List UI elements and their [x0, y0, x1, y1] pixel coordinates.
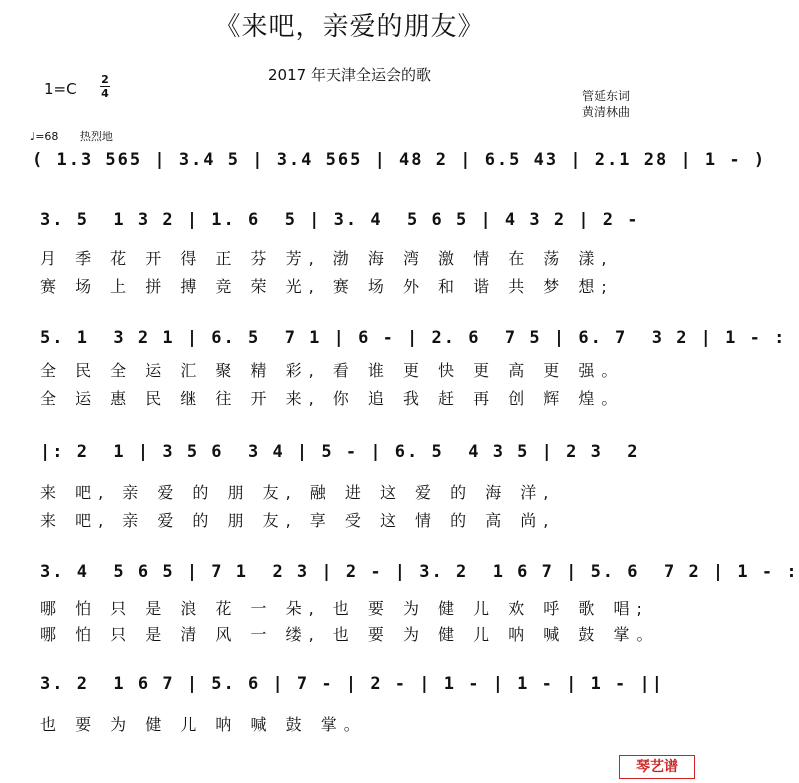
lyricist: 管延东词	[582, 89, 631, 103]
credits	[582, 88, 630, 120]
notation-line: 3. 2 1 6 7 | 5. 6 | 7 - | 2 - | 1 - | 1 - | 1 - ||	[40, 674, 664, 694]
lyric-line: 哪 怕 只 是 浪 花 一 朵, 也 要 为 健 儿 欢 呼 歌 唱;	[40, 599, 649, 618]
score-system	[0, 432, 699, 482]
notation-line: 3. 4 5 6 5 | 7 1 2 3 | 2 - | 3. 2 1 6 7 | 5. 6 7 2 | 1 - :	[40, 562, 799, 582]
lyric-line: 也 要 为 健 儿 呐 喊 鼓 掌。	[40, 715, 367, 734]
score-system	[0, 200, 699, 250]
lyric-line: 月 季 花 开 得 正 芬 芳, 渤 海 湾 激 情 在 荡 漾,	[40, 249, 614, 268]
tempo-term: 热烈地	[79, 130, 113, 143]
notation-line: ( 1.3 565 | 3.4 5 | 3.4 565 | 48 2 | 6.5 43 | 2.1 28 | 1 - )	[32, 150, 767, 170]
lyric-line: 全 运 惠 民 继 往 开 来, 你 追 我 赶 再 创 辉 煌。	[40, 389, 625, 408]
song-subtitle: 2017 年天津全运会的歌	[268, 66, 431, 84]
lyric-line: 来 吧, 亲 爱 的 朋 友, 享 受 这 情 的 高 尚,	[40, 511, 556, 530]
lyric-line: 哪 怕 只 是 清 风 一 缕, 也 要 为 健 儿 呐 喊 鼓 掌。	[40, 625, 660, 644]
lyric-line: 来 吧, 亲 爱 的 朋 友, 融 进 这 爱 的 海 洋,	[40, 483, 556, 502]
key-signature: 1=C	[44, 80, 77, 98]
lyric-line: 赛 场 上 拼 搏 竞 荣 光, 赛 场 外 和 谐 共 梦 想;	[40, 277, 614, 296]
score-system	[0, 664, 699, 714]
time-top: 2	[101, 73, 109, 86]
watermark-logo: 琴艺谱	[619, 755, 695, 779]
score-system	[0, 552, 799, 602]
lyric-line: 全 民 全 运 汇 聚 精 彩, 看 谁 更 快 更 高 更 强。	[40, 361, 625, 380]
time-bottom: 4	[101, 87, 109, 100]
song-title: 《来吧，亲爱的朋友》	[214, 12, 485, 42]
notation-line: 3. 5 1 3 2 | 1. 6 5 | 3. 4 5 6 5 | 4 3 2 | 2 -	[40, 210, 640, 230]
time-signature	[100, 74, 110, 99]
score-system	[0, 140, 767, 190]
notation-line: |: 2 1 | 3 5 6 3 4 | 5 - | 6. 5 4 3 5 | 2 3 2	[40, 442, 640, 462]
composer: 黄清林曲	[582, 105, 631, 119]
tempo-value: ♩=68	[30, 130, 59, 143]
notation-line: 5. 1 3 2 1 | 6. 5 7 1 | 6 - | 2. 6 7 5 | 6. 7 3 2 | 1 - :	[40, 328, 787, 348]
